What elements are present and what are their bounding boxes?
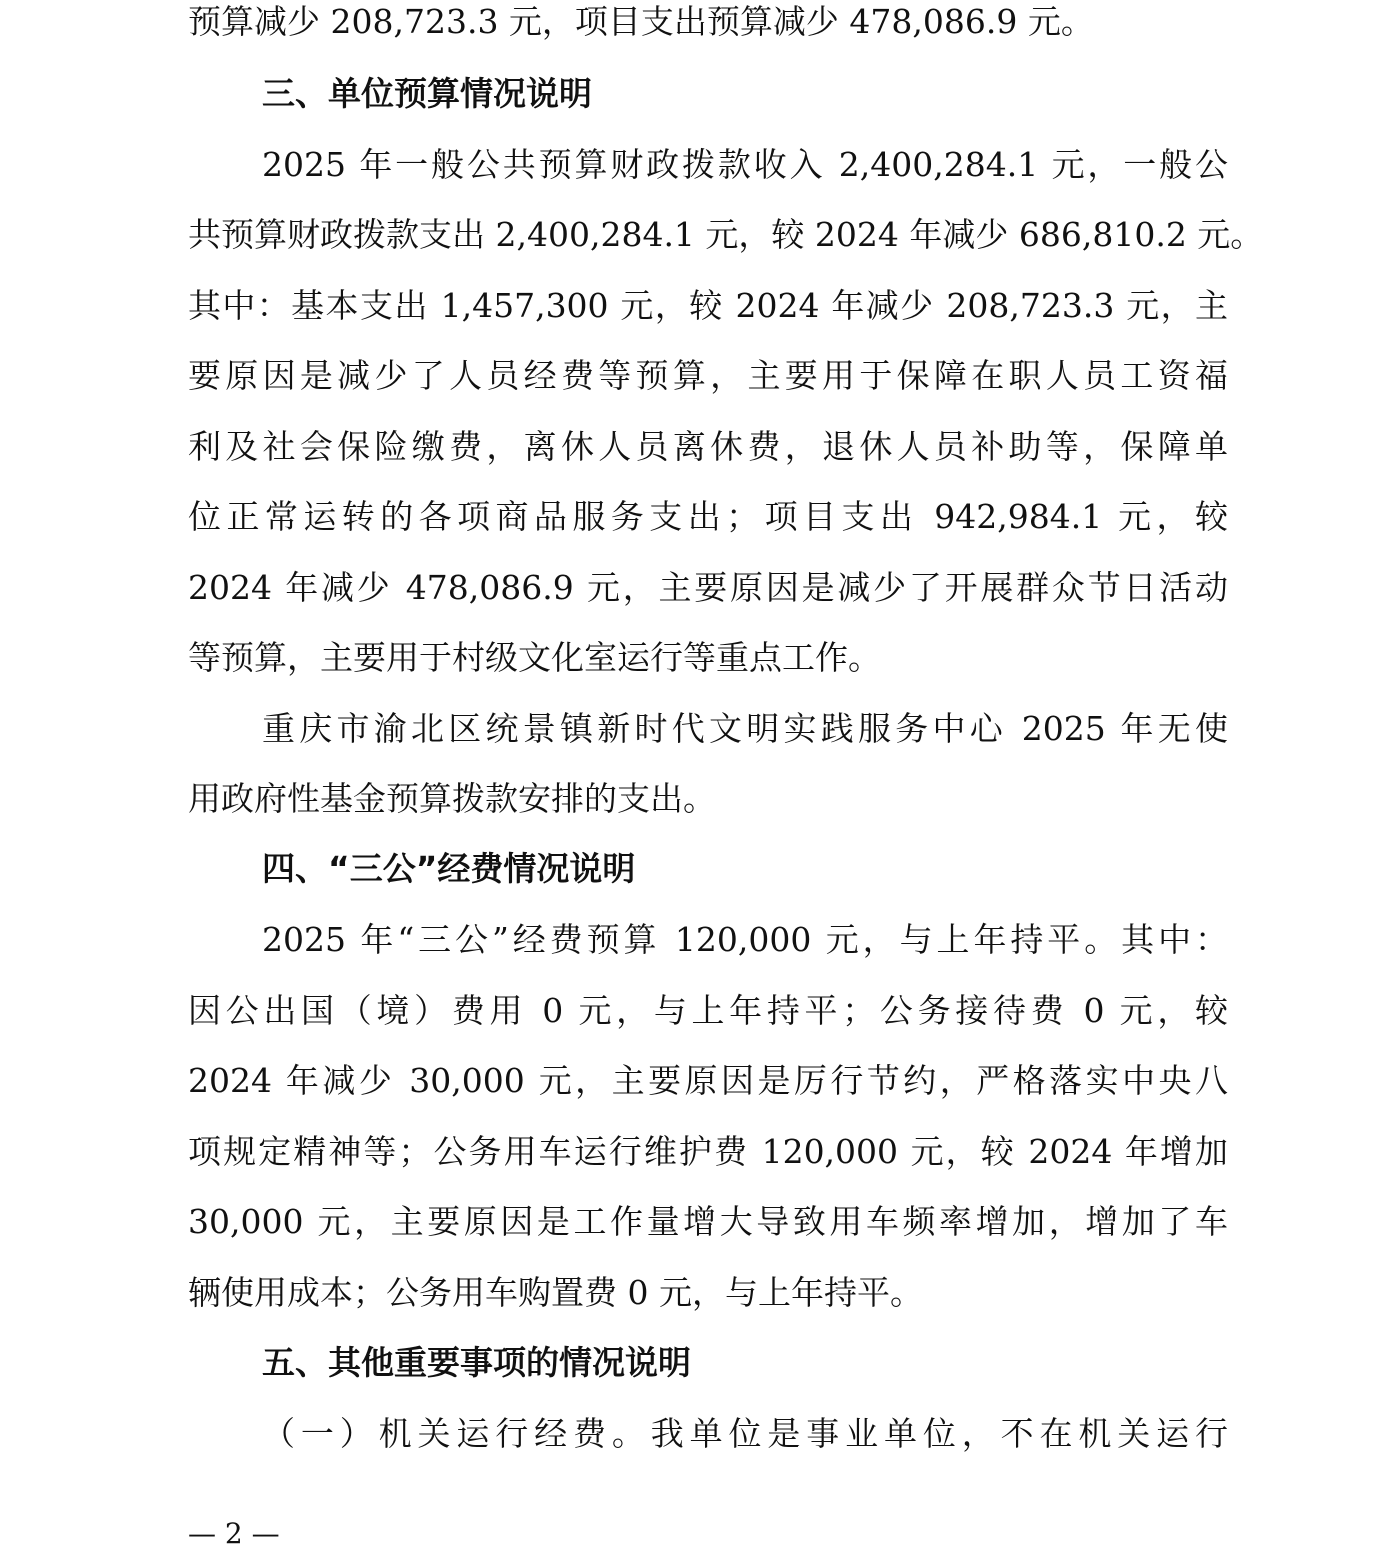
body-text-line: 30,000 元，主要原因是工作量增大导致用车频率增加，增加了车 — [188, 1202, 1228, 1241]
body-text-line: 因公出国（境）费用 0 元，与上年持平；公务接待费 0 元，较 — [188, 991, 1228, 1030]
body-text-line: 2024 年减少 478,086.9 元，主要原因是减少了开展群众节日活动 — [188, 568, 1228, 607]
body-text-line: 要原因是减少了人员经费等预算，主要用于保障在职人员工资福 — [188, 356, 1228, 395]
body-text-line: 2025 年一般公共预算财政拨款收入 2,400,284.1 元，一般公 — [262, 145, 1228, 184]
body-text-line: 利及社会保险缴费，离休人员离休费，退休人员补助等，保障单 — [188, 427, 1228, 466]
body-text-line: 辆使用成本；公务用车购置费 0 元，与上年持平。 — [188, 1273, 923, 1312]
body-text-line: （一）机关运行经费。我单位是事业单位，不在机关运行 — [262, 1414, 1228, 1453]
body-text-line: 预算减少 208,723.3 元，项目支出预算减少 478,086.9 元。 — [188, 2, 1094, 41]
body-text-line: 2024 年减少 30,000 元，主要原因是厉行节约，严格落实中央八 — [188, 1061, 1228, 1100]
body-text-line: 等预算，主要用于村级文化室运行等重点工作。 — [188, 638, 881, 677]
page-number: — 2 — — [188, 1517, 280, 1550]
body-text-line: 位正常运转的各项商品服务支出；项目支出 942,984.1 元，较 — [188, 497, 1228, 536]
body-text-line: 共预算财政拨款支出 2,400,284.1 元，较 2024 年减少 686,810.2 元。 — [188, 215, 1264, 254]
body-text-line: 重庆市渝北区统景镇新时代文明实践服务中心 2025 年无使 — [262, 709, 1228, 748]
section-heading-3: 三、单位预算情况说明 — [262, 74, 592, 113]
section-heading-4: 四、“三公”经费情况说明 — [262, 849, 636, 888]
section-heading-5: 五、其他重要事项的情况说明 — [262, 1343, 691, 1382]
body-text-line: 项规定精神等；公务用车运行维护费 120,000 元，较 2024 年增加 — [188, 1132, 1228, 1171]
body-text-line: 2025 年“三公”经费预算 120,000 元，与上年持平。其中： — [262, 920, 1228, 959]
body-text-line: 用政府性基金预算拨款安排的支出。 — [188, 779, 716, 818]
body-text-line: 其中：基本支出 1,457,300 元，较 2024 年减少 208,723.3 元，主 — [188, 286, 1228, 325]
